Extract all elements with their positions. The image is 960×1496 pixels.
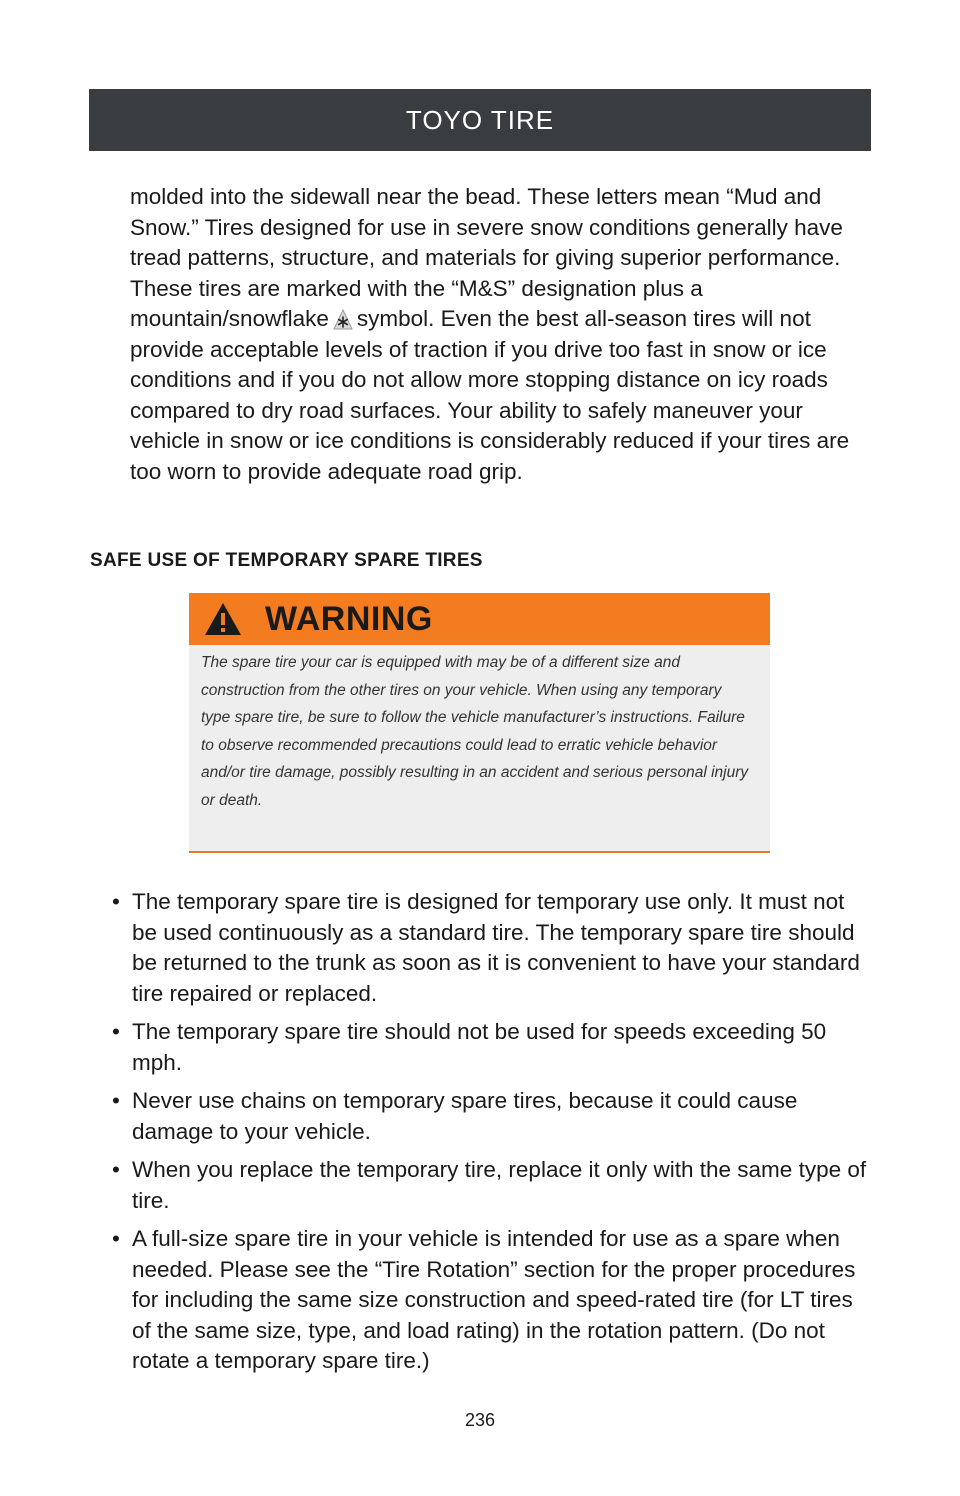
intro-text-after-icon: symbol. Even the best all-season tires will not provide acceptable levels of traction if you drive too fast in snow or ice conditions and if you do not allow more stopping distance on icy roads compared to dry road surfaces. Your ability to safely maneuver your vehicle in snow or ice conditions is considerably reduced if your tires are too worn to provide adequate road grip. — [130, 306, 850, 484]
page-number: 236 — [464, 1410, 496, 1430]
list-item — [110, 1224, 870, 1377]
header-title: TOYO TIRE — [405, 104, 555, 135]
bullet-marker: • — [112, 1019, 120, 1044]
warning-body: The spare tire your car is equipped with may be of a different size and construction from the other tires on your vehicle. When using any temporary type spare tire, be sure to follow the vehicle manufacturer’s instructions. Failure to observe recommended precautions could lead to erratic vehicle behavior and/or tire damage, possibly resulting in an accident and serious personal injury or death. — [201, 654, 749, 809]
warning-triangle-icon — [203, 601, 243, 637]
list-item-text: A full-size spare tire in your vehicle is intended for use as a spare when needed. Please see the “Tire Rotation” section for the proper procedures for including the same size construction and speed-rated tire (for LT tires of the same size, type, and load rating) in the rotation pattern. (Do not rotate a temporary spare tire.) — [132, 1226, 856, 1373]
list-item-text: Never use chains on temporary spare tires, because it could cause damage to your vehicle. — [132, 1088, 798, 1144]
bullet-marker: • — [112, 1157, 120, 1182]
section-heading: SAFE USE OF TEMPORARY SPARE TIRES — [90, 550, 483, 571]
list-item-text: The temporary spare tire is designed for temporary use only. It must not be used continuously as a standard tire. The temporary spare tire should be returned to the trunk as soon as it is convenient to have your standard tire repaired or replaced. — [132, 889, 860, 1006]
intro-text — [130, 182, 870, 487]
list-item-text: The temporary spare tire should not be used for speeds exceeding 50 mph. — [132, 1019, 827, 1075]
bullet-marker: • — [112, 1088, 120, 1113]
intro-paragraph — [130, 182, 870, 487]
page-header — [89, 89, 871, 151]
warning-label: WARNING — [265, 599, 433, 638]
warning-bar — [189, 593, 770, 645]
list-item — [110, 1017, 870, 1078]
bullet-marker: • — [112, 889, 120, 914]
bullet-marker: • — [112, 1226, 120, 1251]
bullet-list — [110, 887, 870, 1385]
mountain-snowflake-icon — [333, 308, 353, 330]
list-item-text: When you replace the temporary tire, replace it only with the same type of tire. — [132, 1157, 867, 1213]
warning-box — [189, 593, 770, 853]
list-item — [110, 1086, 870, 1147]
intro-text-before-icon: molded into the sidewall near the bead. These letters mean “Mud and Snow.” Tires designed for use in severe snow conditions generally have tread patterns, structure, and materials for giving superior performance. These tires are marked with the “M&S” designation plus a mountain/snowflake — [130, 184, 843, 331]
list-item — [110, 887, 870, 1009]
list-item — [110, 1155, 870, 1216]
